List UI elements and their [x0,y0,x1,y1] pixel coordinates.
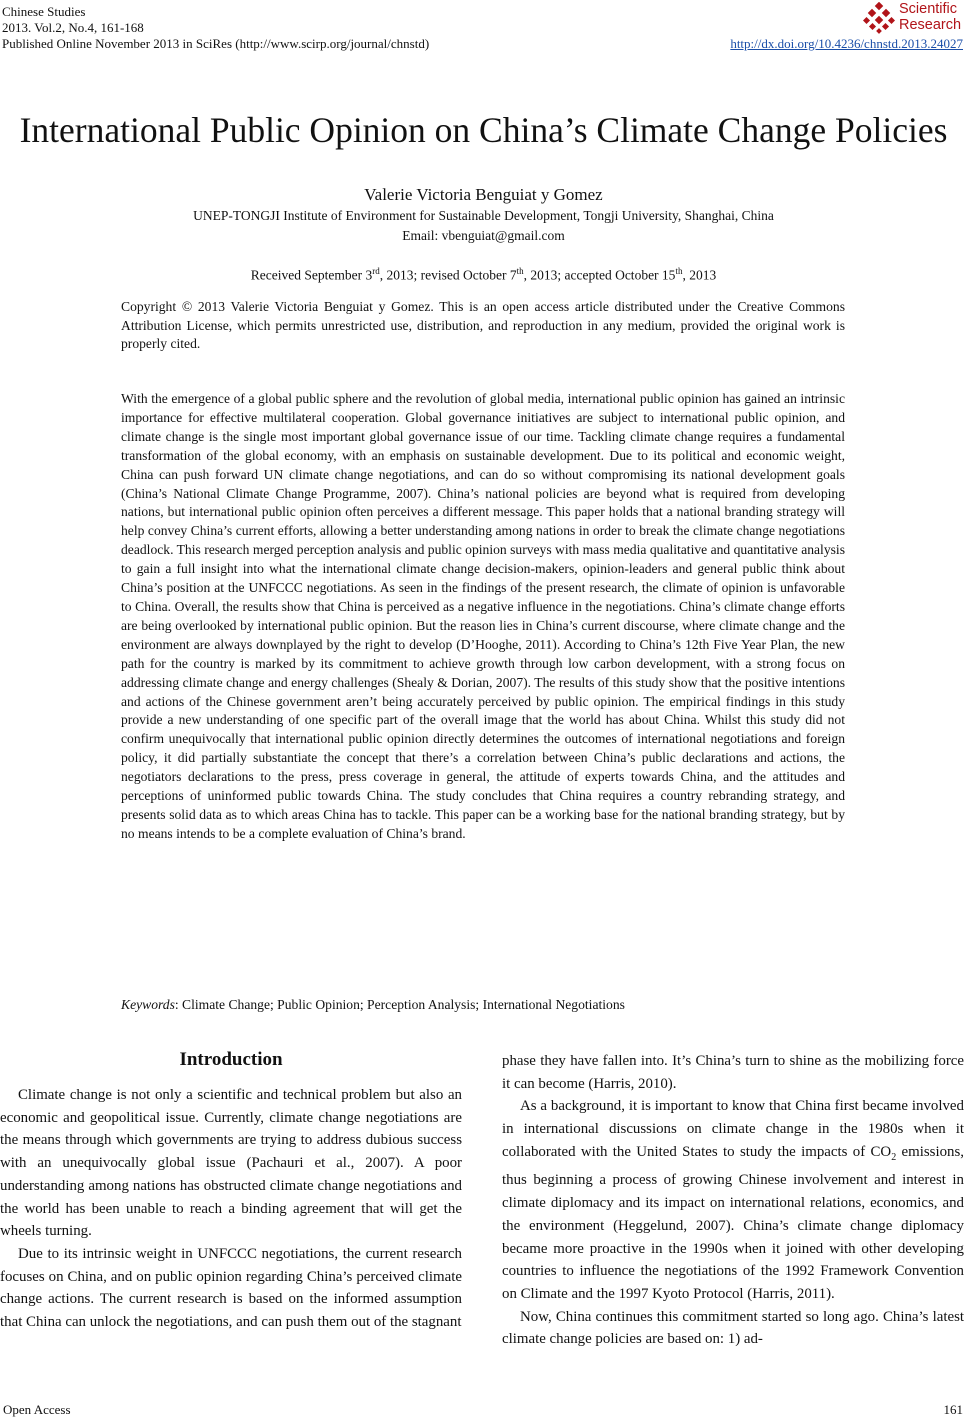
author-name: Valerie Victoria Benguiat y Gomez [364,185,603,204]
p3-before: As a background, it is important to know that China first became involved in international discussions on climate change in the 1980s when it collaborated with the United States to study the impacts of CO [502,1098,964,1160]
intro-paragraph-1: Climate change is not only a scientific and technical problem but also an economic and geopolitical issue. Currently, climate change negotiations are the means through which governments are trying to address dubious success with an unequivocally global issue (Pachauri et al., 2007). A poor understanding among nations has obstructed climate change negotiations and the world has been unable to reach a binding agreement that will get the wheels turning. [0,1087,462,1240]
running-header [2,4,429,52]
revised-sup: th [516,266,524,276]
doi-link[interactable]: http://dx.doi.org/10.4236/chnstd.2013.24027 [730,36,963,51]
page-number: 161 [943,1402,963,1417]
co2-subscript: 2 [891,1151,897,1163]
revised-date: , 2013; revised October 7 [379,267,517,283]
section-heading-introduction: Introduction [179,1049,283,1070]
author-email: Email: vbenguiat@gmail.com [402,228,565,243]
journal-volume: 2013. Vol.2, No.4, 161-168 [2,20,144,35]
intro-paragraph-4: Now, China continues this commitment started so long ago. China’s latest climate change policies are based on: 1) ad- [502,1308,964,1348]
publication-info: Published Online November 2013 in SciRes (http://www.scirp.org/journal/chnstd) [2,36,430,51]
footer-open-access: Open Access [3,1402,71,1417]
logo-line-2: Research [899,17,962,33]
keywords-label: Keywords [121,997,175,1012]
keywords [121,996,845,1014]
author-affiliation: UNEP-TONGJI Institute of Environment for Sustainable Development, Tongji University, Shanghai, China [193,208,774,223]
accepted-sup: th [675,266,683,276]
scientific-research-logo [863,0,963,36]
journal-name: Chinese Studies [2,4,86,19]
received-date: Received September 3 [250,267,373,283]
accepted-date: , 2013; accepted October 15 [523,267,676,283]
logo-line-1: Scientific [899,1,958,17]
abstract: With the emergence of a global public sphere and the revolution of global media, international public opinion has gained an intrinsic importance for effective multilateral cooperation. Global governance initiatives are subject to international public opinion, and climate change is the single most important global governance issue of our time. Tackling climate change requires a fundamental transformation of the global economy, with an emphasis on sustainable development. Due to its political and economic weight, China can push forward UN climate change negotiations, and can do so without compromising its national development goals (China’s National Climate Change Programme, 2007). China’s national policies are beyond what is required from developing nations, but international public opinion often perceives a different message. This paper holds that a national branding strategy will help convey China’s current efforts, allowing a better understanding among nations in order to break the climate change negotiations deadlock. This research merged perception analysis and public opinion surveys with mass media qualitative and quantitative analysis to gain a full insight into what the international climate change decision-makers, opinion-leaders and general public think about China’s position at the UNFCCC negotiations. As seen in the findings of the present research, the climate of opinion is unfavorable to China. Overall, the results show that China is perceived as a negative influence in the negotiations. China’s climate change efforts are being overlooked by international public opinion. But the reason lies in China’s current discourse, where climate change and the environment are always downplayed by the right to develop (D’Hooghe, 2011). According to China’s 12th Five Year Plan, the new path for the country is marked by its commitment to achieve growth through low carbon development, with a strong focus on addressing climate change and energy challenges (Shealy & Dorian, 2007). The results of this study show that the positive intentions and actions of the Chinese government aren’t being accurately perceived by public opinion. The empirical findings in this study provide a new understanding of one specific part of the overall image that the world has about China. Whilst this study did not confirm unequivocally that international public opinion directly determines the outcomes of international negotiations and foreign policy, it did partially substantiate the concept that there’s a correlation between China’s public declarations and actions, the negotiators declarations to the press, press coverage in general, the attitude of experts towards China, and the attitudes and perceptions of uninformed public towards China. The study concludes that China requires a country rebranding strategy, and presents solid data as to which areas China has to tackle. This paper can be a working base for the national branding strategy, but by no means intends to be a complete evaluation of China’s brand. [121,391,845,841]
p3-after: emissions, thus beginning a process of growing Chinese involvement and interest in climate diplomacy and its impact on international relations, economics, and the environment (Heggelund, 2007). China’s climate change diplomacy became more proactive in the 1990s when it joined with other developing countries to influence the negotiations of the 1992 Framework Convention on Climate and the 1997 Kyoto Protocol (Harris, 2011). [502,1143,964,1302]
copyright-notice: Copyright © 2013 Valerie Victoria Benguiat y Gomez. This is an open access article distributed under the Creative Commons Attribution License, which permits unrestricted use, distribution, and reproduction in any medium, provided the original work is properly cited. [121,299,845,351]
right-column [502,1050,964,1351]
intro-paragraph-3 [502,1095,964,1305]
logo-wordmark [899,1,961,33]
article-dates [0,263,967,284]
keywords-text: : Climate Change; Public Opinion; Perception Analysis; International Negotiations [174,997,625,1012]
received-sup: rd [372,266,380,276]
intro-paragraph-2: Due to its intrinsic weight in UNFCCC negotiations, the current research focuses on China, and on public opinion regarding China’s perceived climate change actions. The current research is based on the informed assumption that China can unlock the negotiations, and can push them out of the stagnant [0,1245,462,1331]
paper-title: International Public Opinion on China’s Climate Change Policies [19,110,948,150]
intro-paragraph-2-continued: phase they have fallen into. It’s China’s turn to shine as the mobilizing force it can become (Harris, 2010). [502,1053,964,1092]
dates-suffix: , 2013 [682,267,717,283]
left-column [0,1084,462,1334]
scirp-logo-icon [863,2,895,34]
